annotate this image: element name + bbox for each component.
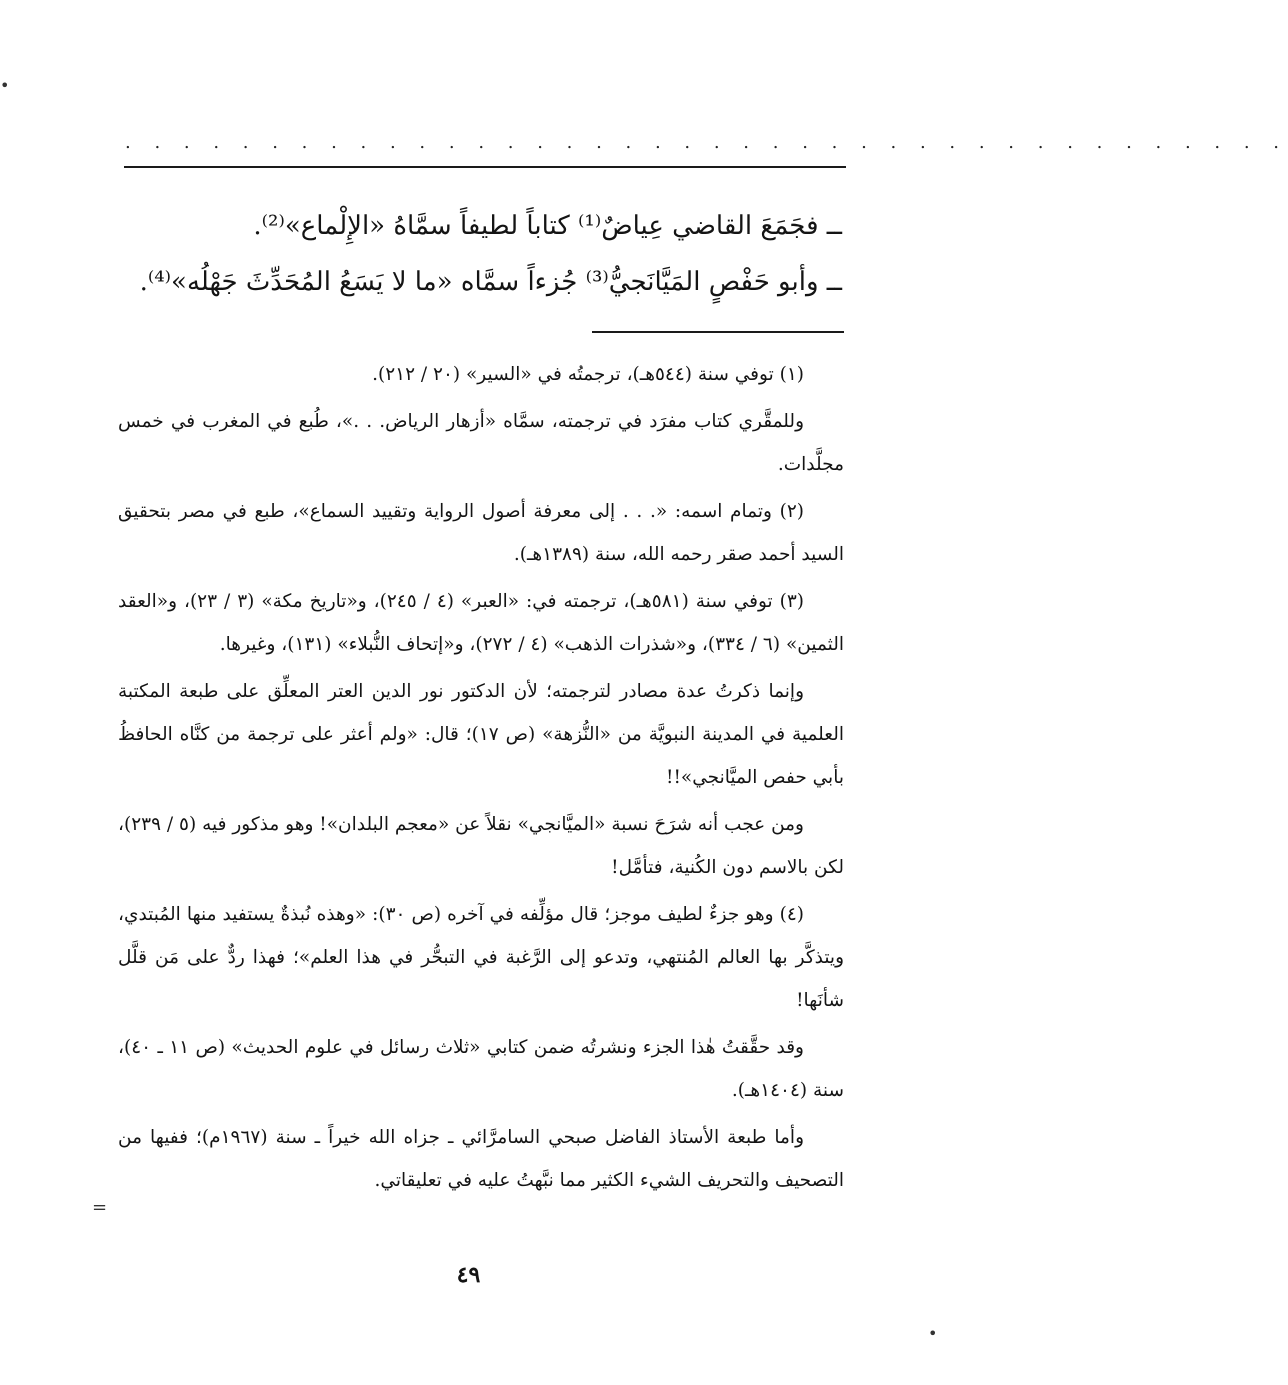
margin-mark-bottom: • (928, 1324, 938, 1343)
page-number: ٤٩ (456, 1262, 481, 1288)
header-rule (124, 166, 846, 168)
footnote-1-continuation: وللمقَّري كتاب مفرَد في ترجمته، سمَّاه «أزهار الرياض. . .»، طُبع في المغرب في خمس مجلَّدات. (118, 411, 844, 475)
margin-mark-equals: = (92, 1197, 108, 1218)
separator-dots: . . . . . . . . . . . . . . . . . . . . . . . . . . . . . . . . . . . . . . . . (125, 132, 1288, 153)
main-text (124, 198, 846, 310)
footnotes (118, 353, 844, 1206)
footnote-4: (٤) وهو جزءٌ لطيف موجز؛ قال مؤلِّفه في آخره (ص ٣٠): «وهذه نُبذةٌ يستفيد منها المُبتدي، ويتذكَّر بها العالم المُنتهي، وتدعو إلى الرَّغبة في التبحُّر في هذا العلم»؛ فهذا ردٌّ على مَن قلَّل شأنَها! (118, 904, 844, 1011)
main-line: ــ فجَمَعَ القاضي عِياضٌ⁽¹⁾ كتاباً لطيفاً سمَّاهُ «الإِلْماع»⁽²⁾. (253, 211, 842, 241)
footnote-4-continuation: وقد حقَّقتُ هٰذا الجزء ونشرتُه ضمن كتابي «ثلاث رسائل في علوم الحديث» (ص ١١ ـ ٤٠)، سنة (١٤٠٤هـ). (118, 1037, 844, 1101)
footnote-3-continuation: وإنما ذكرتُ عدة مصادر لترجمته؛ لأن الدكتور نور الدين العتر المعلِّق على طبعة المكتبة العلمية في المدينة النبويَّة من «النُّزهة» (ص ١٧)؛ قال: «ولم أعثر على ترجمة من كنَّاه الحافظُ بأبي حفص الميَّانجي»!! (118, 681, 844, 788)
footnote-2: (٢) وتمام اسمه: «. . . إلى معرفة أصول الرواية وتقييد السماع»، طبع في مصر بتحقيق السيد أحمد صقر رحمه الله، سنة (١٣٨٩هـ). (118, 501, 844, 565)
margin-mark-top: • (0, 76, 10, 95)
footnote-3: (٣) توفي سنة (٥٨١هـ)، ترجمته في: «العبر» (٤ / ٢٤٥)، و«تاريخ مكة» (٣ / ٢٣)، و«العقد الثمين» (٦ / ٣٣٤)، و«شذرات الذهب» (٤ / ٢٧٢)، و«إتحاف النُّبلاء» (١٣١)، وغيرها. (118, 591, 844, 655)
footnote-3-continuation: ومن عجب أنه شرَحَ نسبة «الميَّانجي» نقلاً عن «معجم البلدان»! وهو مذكور فيه (٥ / ٢٣٩)، لكن بالاسم دون الكُنية، فتأمَّل! (118, 814, 844, 878)
footnote-1: (١) توفي سنة (٥٤٤هـ)، ترجمتُه في «السير» (٢٠ / ٢١٢). (372, 364, 804, 385)
main-line: ــ وأبو حَفْصٍ المَيَّانَجيُّ⁽³⁾ جُزءاً سمَّاه «ما لا يَسَعُ المُحَدِّثَ جَهْلُه»⁽⁴⁾. (139, 267, 842, 297)
footnote-4-continuation: وأما طبعة الأستاذ الفاضل صبحي السامرَّائي ـ جزاه الله خيراً ـ سنة (١٩٦٧م)؛ ففيها من التصحيف والتحريف الشيء الكثير مما نبَّهتُ عليه في تعليقاتي. (118, 1127, 844, 1191)
footnote-separator (592, 331, 844, 333)
